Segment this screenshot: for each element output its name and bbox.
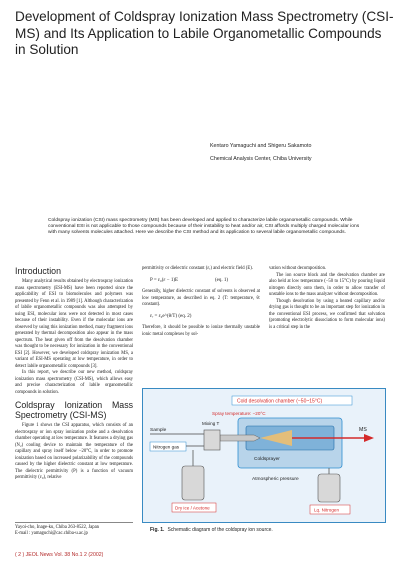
- coldsprayer-label: Coldsprayer: [254, 457, 280, 462]
- col3-paragraph-2: The ion source block and the desolvation chamber are also held at low temperature (−50 to 15°C) by pouring liquid nitrogen directly onto them, in order to allow transfer of unstable ions to the mass analyzer without decomposition.: [269, 272, 385, 297]
- column-2: [142, 266, 260, 338]
- page-footer: ( 2 ) JEOL News Vol. 38 No.1 2 (2002): [15, 552, 104, 558]
- dry-ice-dewar: [182, 466, 204, 500]
- figure-1-caption-number: Fig. 1.: [150, 527, 165, 533]
- abstract: Coldspray ionization (CSI) mass spectrometry (MS) has been developed and applied to characterize labile organometallic compounds. While conventional ESI is not applicable to those compounds because of their instability to heat and/or air, CSI affords multiply charged molecular ions with many solvents molecules attached. Here we describe the CSI method and its application to several labile organometallic compounds.: [48, 218, 360, 236]
- equation-2: εᵣ = ε₀e^(θ/T) (eq. 2): [150, 313, 192, 319]
- col3-paragraph-3: Though desolvation by using a heated capillary and/or drying gas is thought to be an important step for ionization in the conventional ESI process, we confirmed that solvation (promoting electrolytic dissociation to form molecular ions) is a critical step in the: [269, 298, 385, 330]
- figure-1-caption-text: Schematic diagram of the coldspray ion source.: [167, 527, 273, 533]
- atmospheric-pressure-label: Atmospheric pressure: [252, 477, 299, 482]
- section-heading-introduction: Introduction: [15, 266, 61, 276]
- column-1: [15, 266, 133, 482]
- col2-paragraph-3: Therefore, it should be possible to ionize thermally unstable ionic metal complexes by sol-: [142, 325, 260, 337]
- equation-1: [150, 278, 260, 285]
- col2-paragraph-2: Generally, higher dielectric constant of solvents is observed at low temperature, as described in eq. 2 (T: temperature, θ: constant).: [142, 289, 260, 307]
- column-3: [269, 266, 385, 331]
- equation-1-number: (eq. 1): [215, 277, 229, 283]
- spray-temperature-label: Spray temperature: −20°C: [212, 411, 266, 416]
- section-heading-csi: Coldspray Ionization Mass Spectrometry (CSI-MS): [15, 400, 133, 420]
- mixing-t: [204, 430, 220, 450]
- ms-label: MS: [359, 427, 367, 433]
- contact-email: E-mail : yamaguchi@cac.chiba-u.ac.jp: [15, 531, 88, 537]
- mixing-t-label: Mixing T: [202, 421, 220, 426]
- dry-ice-label: Dry ice / Acetone: [175, 505, 210, 511]
- csi-paragraph-1: Figure 1 shows the CSI apparatus, which consists of an electrospray or ion spray ionization probe and a desolvation chamber operating at low temperature. It features a drying gas (N₂) cooling device to maintain the temperature of the capillary and spray itself below −20°C, in order to promote ionization based on increased polarizability of the compounds caused by the higher dielectric constant at low temperature. The dielectric permittivity (P) is a function of vacuum permittivity (ε₀), relative: [15, 423, 133, 480]
- intro-paragraph-2: In this report, we describe our new method, coldspray ionization mass spectrometry (CSI-MS), which allows easy and precise characterization of labile organometallic compounds in solution.: [15, 370, 133, 395]
- figure-1-caption: [150, 527, 273, 533]
- spray-needle: [220, 435, 260, 441]
- nitrogen-label: Nitrogen gas: [153, 444, 180, 450]
- article-title: Development of Coldspray Ionization Mass Spectrometry (CSI-MS) and Its Application to Labile Organometallic Compounds in Solution: [15, 9, 394, 58]
- col2-paragraph-1: permittivity or dielectric constant (εᵣ) and electric field (E).: [142, 266, 253, 271]
- equation-1-body: P = ε₀(ε − 1)E: [150, 277, 179, 283]
- sample-label: Sample: [150, 428, 167, 433]
- contact-address: Yayoi-cho, Inage-ku, Chiba 263-8522, Japan: [15, 525, 100, 530]
- intro-paragraph-1: Many analytical results obtained by electrospray ionization mass spectrometry (ESI-MS) have been reported since the applicability of ESI to biomolecules and polymers was presented by Fenn et al. in 1989 [1]. Although characterization of labile organometallic compounds was also attempted by using ESI, molecular ions were not detected in most cases because of their instability. Even if the molecular ions are observed by using this ionization method, many fragment ions generated by thermal decomposition also appear in the mass spectrum. The heat given off from the desolvation chamber was thought to be necessary for ionization in the conventional ESI [2]. However, we developed coldspray ionization MS, a variant of ESI-MS operating at low temperature, in order to detect labile organometallic compounds [3].: [15, 279, 133, 369]
- figure-1-schematic: [142, 388, 386, 523]
- authors: Kentaro Yamaguchi and Shigeru Sakamoto: [210, 143, 312, 149]
- lq-nitrogen-label: Lq. Nitrogen: [314, 507, 340, 513]
- col3-paragraph-1: vation without decomposition.: [269, 266, 327, 271]
- liquid-nitrogen-dewar: [318, 474, 340, 502]
- affiliation: Chemical Analysis Center, Chiba University: [210, 156, 312, 162]
- cold-chamber-label: Cold desolvation chamber (−50~15°C): [237, 398, 323, 405]
- contact-info: [15, 522, 133, 538]
